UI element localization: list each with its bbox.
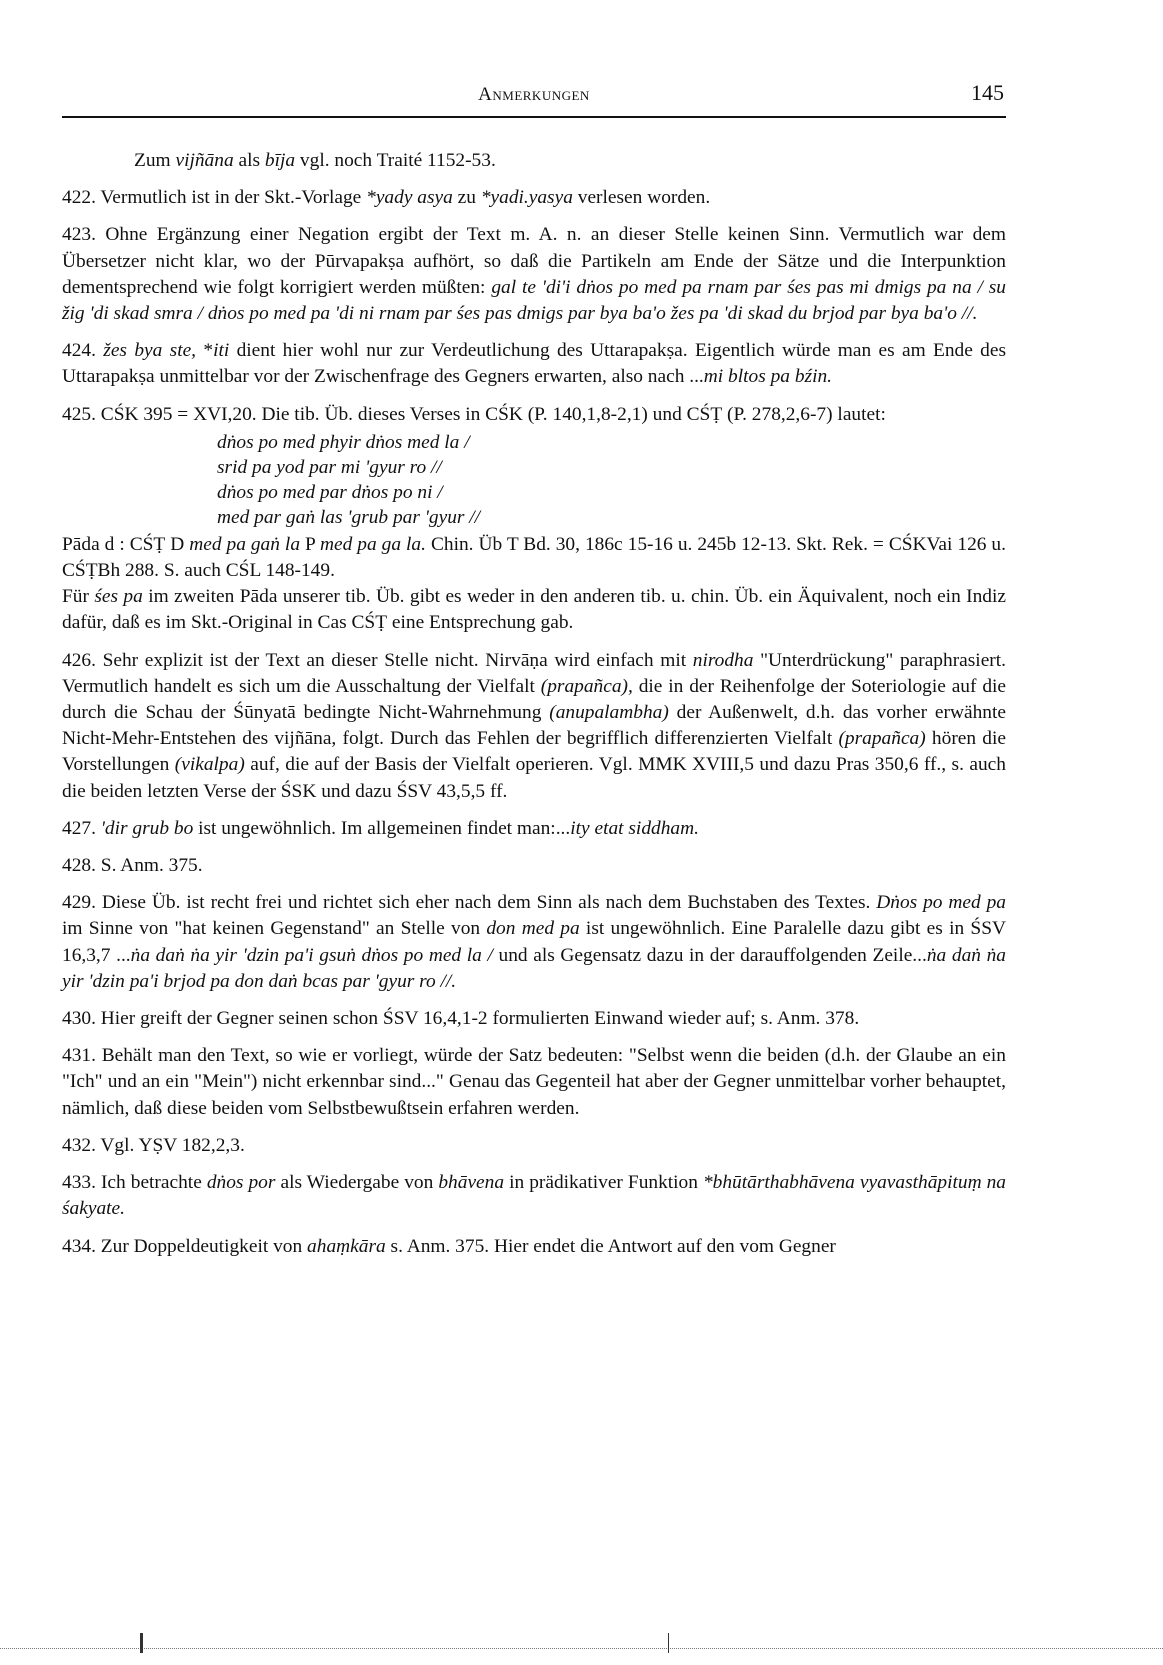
note-424: 424. žes bya ste, *iti dient hier wohl nur zur Verdeutlichung des Uttarapakṣa. Eigentlich würde man es am Ende des Uttarapakṣa unmittelbar vor der Zwischenfrage des Gegners erwarten, also nach ...mi bltos pa bźin. [62, 340, 1007, 388]
note-425: 425. CŚK 395 = XVI,20. Die tib. Üb. dieses Verses in CŚK (P. 140,1,8-2,1) und CŚṬ (P. 278,2,6-7) lautet: [62, 403, 886, 425]
note-432: 432. Vgl. YṢV 182,2,3. [62, 1134, 245, 1156]
note-431: 431. Behält man den Text, so wie er vorliegt, würde der Satz bedeuten: "Selbst wenn die beiden (d.h. der Glaube an ein "Ich" und an ein "Mein") nicht erkennbar sind..." Genau das Gegenteil hat aber der Gegner unmittelbar vorher behauptet, nämlich, daß diese beiden vom Selbstbewußtsein erfahren werden. [62, 1045, 1006, 1119]
note-428: 428. S. Anm. 375. [62, 855, 203, 877]
verse-line: dṅos po med par dṅos po ni / [217, 481, 443, 503]
verse-line: srid pa yod par mi 'gyur ro // [217, 456, 442, 478]
verse-block [62, 430, 1006, 530]
scan-mark [140, 1633, 143, 1653]
verse-line: med par gaṅ las 'grub par 'gyur // [217, 506, 481, 528]
scan-mark [668, 1633, 669, 1653]
note-422: 422. Vermutlich ist in der Skt.-Vorlage *yady asya zu *yadi.yasya verlesen worden. [62, 187, 711, 209]
note-425-fuer: Für śes pa im zweiten Pāda unserer tib. Üb. gibt es weder in den anderen tib. u. chin. Üb. ein Äquivalent, noch ein Indiz dafür, daß es im Skt.-Original in Cas CŚṬ eine Entsprechung gab. [62, 586, 1006, 634]
note-430: 430. Hier greift der Gegner seinen schon ŚSV 16,4,1-2 formulierten Einwand wieder auf; s. Anm. 378. [62, 1008, 860, 1030]
note-434: 434. Zur Doppeldeutigkeit von ahaṃkāra s. Anm. 375. Hier endet die Antwort auf den vom Gegner [62, 1235, 836, 1257]
scan-footer-rule [0, 1648, 1163, 1650]
running-title: Anmerkungen [478, 84, 590, 105]
verse-line: dṅos po med phyir dṅos med la / [217, 431, 470, 453]
lead-paragraph: Zum vijñāna als bīja vgl. noch Traité 1152-53. [134, 150, 496, 171]
note-423: 423. Ohne Ergänzung einer Negation ergibt der Text m. A. n. an dieser Stelle keinen Sinn. Vermutlich war dem Übersetzer nicht klar, wo der Pūrvapakṣa aufhört, so daß die Partikeln am Ende der Sätze und die Interpunktion dementsprechend wie folgt korrigiert werden müßten: gal te 'di'i dṅos po med pa rnam par śes pas mi dmigs pa na / su žig 'di skad smra / dṅos po med pa 'di ni rnam par śes pas dmigs par bya ba'o žes pa 'di skad du brjod par bya ba'o //. [62, 224, 1006, 325]
note-426: 426. Sehr explizit ist der Text an dieser Stelle nicht. Nirvāṇa wird einfach mit nirodha "Unterdrückung" paraphrasiert. Vermutlich handelt es sich um die Ausschaltung der Vielfalt (prapañca), die in der Reihenfolge der Soteriologie auf die durch die Schau der Śūnyatā bedingte Nicht-Wahrnehmung (anupalambha) der Außenwelt, d.h. das vorher erwähnte Nicht-Mehr-Entstehen des vijñāna, folgt. Durch das Fehlen der begrifflich differenzierten Vielfalt (prapañca) hören die Vorstellungen (vikalpa) auf, die auf der Basis der Vielfalt operieren. Vgl. MMK XVIII,5 und dazu Pras 350,6 ff., s. auch die beiden letzten Verse der ŚSK und dazu ŚSV 43,5,5 ff. [62, 649, 1007, 802]
note-433: 433. Ich betrachte dṅos por als Wiedergabe von bhāvena in prädikativer Funktion *bhūtārthabhāvena vyavasthāpituṃ na śakyate. [62, 1172, 1006, 1220]
notes-body [62, 148, 1006, 1271]
note-425-pada: Pāda d : CŚṬ D med pa gaṅ la P med pa ga la. Chin. Üb T Bd. 30, 186c 15-16 u. 245b 12-13. Skt. Rek. = CŚKVai 126 u. CŚṬBh 288. S. auch CŚL 148-149. [62, 533, 1006, 582]
note-427: 427. 'dir grub bo ist ungewöhnlich. Im allgemeinen findet man:...ity etat siddham. [62, 817, 699, 839]
note-429: 429. Diese Üb. ist recht frei und richtet sich eher nach dem Sinn als nach dem Buchstaben des Textes. Dṅos po med pa im Sinne von "hat keinen Gegenstand" an Stelle von don med pa ist ungewöhnlich. Eine Paralelle dazu gibt es in ŚSV 16,3,7 ...ṅa daṅ ṅa yir 'dzin pa'i gsuṅ dṅos po med la / und als Gegensatz dazu in der darauffolgenden Zeile...ṅa daṅ ṅa yir 'dzin pa'i brjod pa don daṅ bcas par 'gyur ro //. [62, 892, 1006, 992]
page-number: 145 [971, 80, 1004, 105]
running-header [62, 80, 1006, 118]
